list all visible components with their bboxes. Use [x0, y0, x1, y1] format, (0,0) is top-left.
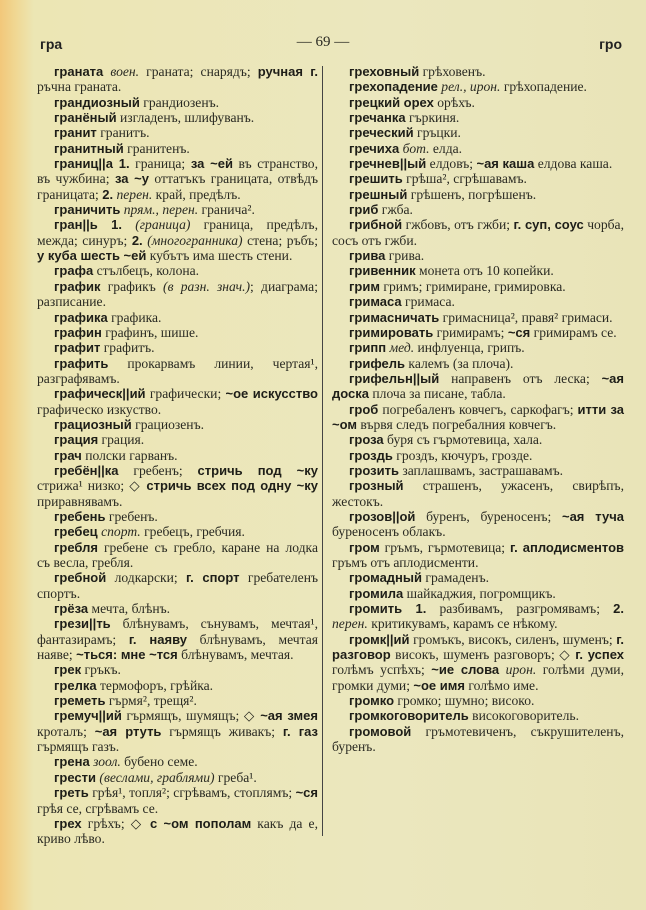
- entry-translation: греба¹.: [214, 769, 257, 785]
- entry-translation: графически;: [145, 386, 226, 402]
- dictionary-entry: [332, 693, 624, 708]
- entry-translation: орѣхъ.: [433, 94, 475, 110]
- dictionary-entry: [37, 785, 318, 816]
- entry-headword: гречиха: [349, 140, 400, 156]
- entry-translation: гъркиня.: [405, 110, 460, 126]
- dictionary-entry: [37, 601, 318, 616]
- dictionary-entry: [37, 356, 318, 387]
- entry-translation: грандиозенъ.: [139, 94, 220, 110]
- dictionary-entry: [37, 616, 318, 662]
- dictionary-entry: [37, 156, 318, 202]
- entry-label: (в разн. знач.): [163, 278, 251, 294]
- dictionary-entry: [332, 325, 624, 340]
- entry-label: прям., перен.: [120, 202, 199, 218]
- entry-headword: гребён||ка: [54, 462, 119, 478]
- entry-headword: ~ое искусство: [225, 386, 318, 402]
- entry-translation: разбивамъ, разгромявамъ;: [426, 601, 614, 617]
- dictionary-entry: [332, 141, 624, 156]
- entry-headword: грецкий орех: [349, 94, 434, 110]
- entry-translation: гжбовъ, отъ гжби;: [402, 217, 514, 233]
- entry-headword: г. успех: [575, 647, 624, 663]
- entry-headword: грести: [54, 769, 97, 785]
- dictionary-entry: [37, 125, 318, 140]
- entry-headword: грешный: [349, 186, 408, 202]
- dictionary-entry: [37, 325, 318, 340]
- entry-translation: грѣша², сгрѣшавамъ.: [402, 171, 527, 187]
- entry-headword: громк||ий: [349, 631, 410, 647]
- entry-headword: громить 1.: [349, 601, 427, 617]
- entry-translation: граница, предѣлъ, межда; синуръ;: [37, 217, 318, 248]
- dictionary-entry: [332, 187, 624, 202]
- entry-headword: стричь всех под одну ~ку: [146, 478, 318, 494]
- entry-translation: край, предѣлъ.: [152, 186, 241, 202]
- dictionary-entry: [332, 432, 624, 447]
- entry-headword: гром: [349, 539, 380, 555]
- entry-headword: гречнев||ый: [349, 156, 427, 172]
- entry-translation: голѣми думи, громки думи;: [332, 662, 624, 693]
- entry-translation: громко; шумно; високо.: [394, 693, 535, 709]
- entry-headword: г. суп, соус: [513, 217, 584, 233]
- entry-translation: голѣмо име.: [464, 677, 539, 693]
- entry-headword: ~ая змея: [260, 708, 318, 724]
- entry-headword: громила: [349, 585, 404, 601]
- dictionary-entry: [332, 156, 624, 171]
- dictionary-entry: [37, 524, 318, 539]
- dictionary-entry: [37, 693, 318, 708]
- entry-label: мед.: [386, 340, 415, 356]
- entry-translation: прокарвамъ линии, чертая¹, разграфявамъ.: [37, 355, 318, 386]
- entry-translation: грациозенъ.: [131, 416, 205, 432]
- entry-headword: грифель: [349, 355, 406, 371]
- entry-headword: ~ая туча: [561, 508, 624, 524]
- entry-headword: за ~у: [114, 171, 149, 187]
- entry-translation: калемъ (за плоча).: [405, 355, 514, 371]
- right-column: [332, 64, 624, 754]
- entry-translation: гръцки.: [413, 125, 461, 141]
- entry-headword: гримировать: [349, 324, 434, 340]
- entry-translation: направенъ отъ леска;: [439, 370, 602, 386]
- entry-headword: ~ться: мне ~тся: [76, 647, 178, 663]
- entry-translation: блѣнувамъ, мечтая наяве;: [37, 631, 318, 663]
- entry-headword: 2.: [102, 186, 114, 202]
- entry-translation: критикувамъ, карамъ се нѣкому.: [367, 616, 558, 632]
- entry-headword: за ~ей: [190, 156, 233, 172]
- entry-headword: графическ||ий: [54, 386, 146, 402]
- entry-translation: стрижа¹ низко; ◇: [37, 478, 147, 494]
- entry-headword: граната: [54, 64, 104, 79]
- entry-translation: високъ, шуменъ разговоръ; ◇: [390, 647, 576, 663]
- entry-headword: гранитный: [54, 140, 124, 156]
- entry-headword: грозов||ой: [349, 508, 416, 524]
- dictionary-entry: [332, 478, 624, 509]
- entry-translation: погребаленъ ковчегъ, саркофагъ;: [378, 401, 578, 417]
- left-guide-word: гра: [40, 36, 63, 52]
- entry-headword: графин: [54, 324, 102, 340]
- dictionary-entry: [37, 386, 318, 417]
- entry-headword: 2.: [613, 601, 624, 617]
- entry-translation: бубено семе.: [120, 754, 198, 770]
- entry-label: ирон.: [499, 662, 537, 678]
- entry-headword: с ~ом пополам: [149, 815, 252, 831]
- entry-label: воен.: [103, 64, 140, 79]
- entry-headword: ~ся: [507, 324, 531, 340]
- entry-headword: грандиозный: [54, 94, 140, 110]
- entry-headword: гроздь: [349, 447, 393, 463]
- dictionary-entry: [332, 540, 624, 571]
- entry-translation: елда.: [429, 140, 463, 156]
- entry-translation: гримаса.: [401, 294, 455, 310]
- entry-headword: гребец: [54, 524, 98, 540]
- entry-headword: гребля: [54, 539, 98, 555]
- dictionary-entry: [37, 448, 318, 463]
- entry-translation: грѣхъ; ◇: [81, 815, 150, 831]
- dictionary-entry: [332, 110, 624, 125]
- dictionary-entry: [332, 340, 624, 355]
- entry-headword: граничить: [54, 202, 121, 218]
- dictionary-entry: [37, 310, 318, 325]
- entry-headword: гремуч||ий: [54, 708, 122, 724]
- dictionary-entry: [332, 263, 624, 278]
- dictionary-entry: [37, 417, 318, 432]
- entry-headword: ~ое имя: [413, 677, 465, 693]
- entry-translation: граната; снарядъ;: [139, 64, 258, 79]
- entry-translation: елдовъ;: [426, 156, 477, 172]
- entry-translation: графика.: [107, 309, 162, 325]
- entry-label: (веслами, граблями): [96, 769, 215, 785]
- entry-translation: граница;: [129, 156, 191, 172]
- entry-translation: блѣнувамъ, мечтая.: [177, 647, 294, 663]
- entry-translation: гранича².: [198, 202, 255, 218]
- dictionary-entry: [37, 202, 318, 217]
- entry-headword: грех: [54, 815, 82, 831]
- entry-headword: гребной: [54, 570, 107, 586]
- entry-translation: гребене съ гребло, каране на лодка съ весла, гребля.: [37, 539, 318, 570]
- entry-translation: гръмотевиченъ, съкрушителенъ, буренъ.: [332, 723, 624, 755]
- dictionary-entry: [332, 279, 624, 294]
- entry-label: спорт.: [97, 524, 141, 540]
- entry-headword: громко: [349, 693, 395, 709]
- entry-headword: ручная г.: [257, 64, 318, 79]
- entry-translation: блѣнувамъ, сънувамъ, мечтая¹, фантазирамъ;: [37, 616, 318, 647]
- entry-translation: елдова каша.: [534, 156, 613, 172]
- entry-headword: громовой: [349, 723, 412, 739]
- entry-headword: грелка: [54, 677, 97, 693]
- dictionary-entry: [37, 432, 318, 447]
- entry-headword: гречанка: [349, 110, 406, 126]
- entry-headword: грек: [54, 662, 82, 678]
- entry-translation: грива.: [385, 248, 425, 264]
- dictionary-entry: [37, 509, 318, 524]
- entry-translation: грѣхопадение.: [500, 79, 587, 95]
- entry-translation: гримирамъ;: [433, 324, 508, 340]
- entry-headword: грехопадение: [349, 79, 438, 95]
- dictionary-entry: [332, 570, 624, 585]
- entry-translation: термофоръ, грѣйка.: [96, 677, 214, 693]
- dictionary-entry: [332, 402, 624, 433]
- entry-headword: гриб: [349, 202, 379, 218]
- entry-headword: гроза: [349, 432, 384, 448]
- entry-headword: графить: [54, 355, 109, 371]
- dictionary-entry: [332, 310, 624, 325]
- entry-translation: графитъ.: [100, 340, 155, 356]
- entry-headword: гроб: [349, 401, 379, 417]
- entry-headword: ~ие слова: [431, 662, 500, 678]
- entry-translation: голѣмъ успѣхъ;: [332, 662, 432, 678]
- entry-translation: полски гарванъ.: [81, 447, 178, 463]
- entry-translation: грѣя¹, топля²; сгрѣвамъ, стоплямъ;: [88, 785, 296, 801]
- entry-translation: какъ да е, криво лѣво.: [37, 815, 318, 847]
- dictionary-entry: [332, 448, 624, 463]
- entry-translation: ръчна граната.: [37, 79, 122, 95]
- entry-translation: изгладенъ, шлифуванъ.: [116, 110, 255, 126]
- entry-translation: графическо изкуство.: [37, 401, 162, 417]
- dictionary-entry: [332, 171, 624, 186]
- entry-translation: графинъ, шише.: [101, 324, 199, 340]
- dictionary-entry: [37, 463, 318, 509]
- entry-headword: ~ая каша: [476, 156, 535, 172]
- dictionary-entry: [37, 662, 318, 677]
- entry-headword: г. разговор: [332, 631, 624, 663]
- entry-headword: графа: [54, 263, 94, 279]
- entry-translation: гранитъ.: [96, 125, 150, 141]
- entry-headword: графика: [54, 309, 108, 325]
- entry-translation: лодкарски;: [106, 570, 187, 586]
- entry-headword: грозить: [349, 462, 399, 478]
- entry-translation: графикъ: [100, 278, 164, 294]
- entry-headword: греметь: [54, 693, 106, 709]
- entry-headword: г. спорт: [186, 570, 240, 586]
- entry-translation: кроталъ;: [37, 723, 95, 739]
- entry-headword: гран||ь 1.: [54, 217, 122, 233]
- entry-translation: високоговоритель.: [468, 708, 579, 724]
- entry-translation: гранитенъ.: [123, 140, 190, 156]
- dictionary-entry: [37, 110, 318, 125]
- entry-translation: громъкъ, високъ, силенъ, шуменъ;: [409, 631, 617, 647]
- dictionary-entry: [37, 754, 318, 769]
- entry-translation: приравнявамъ.: [37, 493, 123, 509]
- page-number: — 69 —: [296, 34, 350, 50]
- entry-headword: графит: [54, 340, 101, 356]
- entry-headword: границ||а 1.: [54, 156, 130, 172]
- entry-translation: гърмящъ, шумящъ; ◇: [121, 708, 261, 724]
- dictionary-entry: [37, 770, 318, 785]
- dictionary-entry: [37, 217, 318, 263]
- entry-headword: грозный: [349, 478, 404, 494]
- entry-headword: грива: [349, 248, 386, 264]
- entry-headword: громкоговоритель: [349, 708, 469, 724]
- entry-translation: стена; ръбъ;: [242, 232, 318, 248]
- entry-headword: грези||ть: [54, 616, 111, 632]
- dictionary-entry: [37, 263, 318, 278]
- entry-translation: оттатъкъ границата, отвѣдъ границата;: [37, 171, 318, 202]
- entry-headword: итти за ~ом: [332, 401, 624, 432]
- dictionary-entry: [37, 678, 318, 693]
- entry-translation: буренъ, буреносенъ;: [415, 508, 562, 524]
- dictionary-entry: [332, 509, 624, 540]
- entry-translation: гримасница², правя² гримаси.: [439, 309, 613, 325]
- entry-headword: ~ая доска: [332, 370, 624, 402]
- dictionary-entry: [332, 217, 624, 248]
- entry-translation: гроздъ, кючуръ, грозде.: [392, 447, 533, 463]
- entry-translation: гръкъ.: [81, 662, 121, 678]
- entry-headword: грибной: [349, 217, 403, 233]
- dictionary-entry: [332, 125, 624, 140]
- entry-headword: 2.: [131, 232, 143, 248]
- left-column: [37, 64, 318, 847]
- entry-translation: гребенъ;: [118, 462, 198, 478]
- dictionary-entry: [332, 79, 624, 94]
- dictionary-entry: [332, 356, 624, 371]
- entry-headword: грациозный: [54, 416, 132, 432]
- entry-headword: график: [54, 278, 101, 294]
- entry-headword: грация: [54, 432, 99, 448]
- entry-translation: буря съ гърмотевица, хала.: [383, 432, 543, 448]
- entry-translation: гжба.: [378, 202, 413, 218]
- dictionary-entry: [37, 141, 318, 156]
- dictionary-entry: [37, 279, 318, 310]
- entry-translation: грамаденъ.: [422, 570, 489, 586]
- dictionary-entry: [37, 64, 318, 95]
- entry-translation: заплашвамъ, застрашавамъ.: [398, 462, 563, 478]
- entry-headword: громадный: [349, 570, 422, 586]
- entry-headword: гримасничать: [349, 309, 440, 325]
- entry-translation: страшенъ, ужасенъ, свирѣпъ, жестокъ.: [332, 478, 624, 509]
- entry-translation: гърмящъ газъ.: [37, 739, 120, 755]
- entry-translation: вървя следъ погребалния ковчегъ.: [356, 416, 557, 432]
- entry-label: зоол.: [89, 754, 121, 770]
- entry-label: рел., ирон.: [437, 79, 501, 95]
- dictionary-entry: [37, 816, 318, 847]
- dictionary-entry: [37, 340, 318, 355]
- entry-translation: гръмъ, гърмотевица;: [379, 539, 510, 555]
- entry-headword: ~ая ртуть: [94, 723, 162, 739]
- entry-headword: гримаса: [349, 294, 402, 310]
- entry-translation: шайкаджия, погромщикъ.: [403, 585, 556, 601]
- entry-translation: гребецъ, гребчия.: [140, 524, 245, 540]
- entry-headword: грипп: [349, 340, 387, 356]
- dictionary-entry: [332, 463, 624, 478]
- entry-translation: инфлуенца, грипъ.: [414, 340, 525, 356]
- entry-headword: грач: [54, 447, 82, 463]
- entry-headword: г. газ: [282, 723, 318, 739]
- dictionary-entry: [332, 632, 624, 693]
- entry-translation: грѣшенъ, погрѣшенъ.: [407, 186, 537, 202]
- entry-label: бот.: [399, 140, 430, 156]
- entry-headword: у куба шесть ~ей: [37, 248, 147, 264]
- entry-translation: гърмя², трещя².: [105, 693, 197, 709]
- dictionary-entry: [332, 601, 624, 632]
- entry-translation: гримъ; гримиране, гримировка.: [379, 278, 566, 294]
- entry-label: (многогранника): [142, 232, 243, 248]
- entry-headword: гривенник: [349, 263, 416, 279]
- entry-translation: въ странство, въ чужбина;: [37, 156, 318, 187]
- entry-translation: плоча за писане, табла.: [369, 386, 506, 402]
- entry-translation: буреносенъ облакъ.: [332, 524, 446, 540]
- dictionary-entry: [332, 95, 624, 110]
- entry-headword: греческий: [349, 125, 414, 141]
- entry-headword: ~ся: [295, 785, 318, 801]
- entry-headword: г. аплодисментов: [509, 539, 624, 555]
- entry-translation: гребенъ.: [105, 508, 158, 524]
- entry-translation: гребателенъ спортъ.: [37, 570, 318, 601]
- entry-translation: гримирамъ се.: [530, 324, 617, 340]
- entry-translation: кубътъ има шесть стени.: [146, 248, 293, 264]
- entry-headword: гребень: [54, 508, 106, 524]
- entry-translation: стълбецъ, колона.: [93, 263, 200, 279]
- entry-translation: мечта, блѣнъ.: [88, 601, 171, 617]
- entry-translation: грѣховенъ.: [419, 64, 486, 79]
- dictionary-entry: [37, 708, 318, 754]
- entry-headword: гранит: [54, 125, 97, 141]
- entry-translation: гърмящъ живакъ;: [161, 723, 283, 739]
- column-divider: [322, 66, 323, 836]
- entry-translation: монета отъ 10 копейки.: [415, 263, 554, 279]
- entry-label: перен.: [113, 186, 153, 202]
- entry-headword: грешить: [349, 171, 403, 187]
- entry-headword: грена: [54, 754, 90, 770]
- entry-label: (граница): [121, 217, 191, 233]
- dictionary-entry: [37, 540, 318, 571]
- entry-translation: чорба, сосъ отъ гжби.: [332, 217, 624, 248]
- entry-headword: г. наяву: [128, 631, 187, 647]
- dictionary-entry: [37, 95, 318, 110]
- dictionary-entry: [332, 586, 624, 601]
- entry-headword: греховный: [349, 64, 420, 79]
- entry-translation: ; диаграма; разписание.: [37, 278, 318, 310]
- entry-label: перен.: [332, 616, 368, 632]
- dictionary-entry: [332, 202, 624, 217]
- entry-headword: стричь под ~ку: [197, 462, 318, 478]
- entry-headword: грифельн||ый: [349, 370, 440, 386]
- entry-headword: гранёный: [54, 110, 117, 126]
- entry-headword: грим: [349, 278, 380, 294]
- dictionary-entry: [332, 294, 624, 309]
- dictionary-entry: [332, 248, 624, 263]
- entry-translation: гръмъ отъ аплодисменти.: [332, 555, 479, 570]
- dictionary-entry: [37, 570, 318, 601]
- dictionary-entry: [332, 64, 624, 79]
- dictionary-entry: [332, 724, 624, 755]
- dictionary-entry: [332, 708, 624, 723]
- entry-headword: грёза: [54, 601, 89, 617]
- entry-translation: грѣя се, сгрѣвамъ се.: [37, 800, 159, 816]
- right-guide-word: гро: [599, 36, 622, 52]
- entry-headword: греть: [54, 785, 89, 801]
- entry-translation: грация.: [98, 432, 145, 448]
- dictionary-entry: [332, 371, 624, 402]
